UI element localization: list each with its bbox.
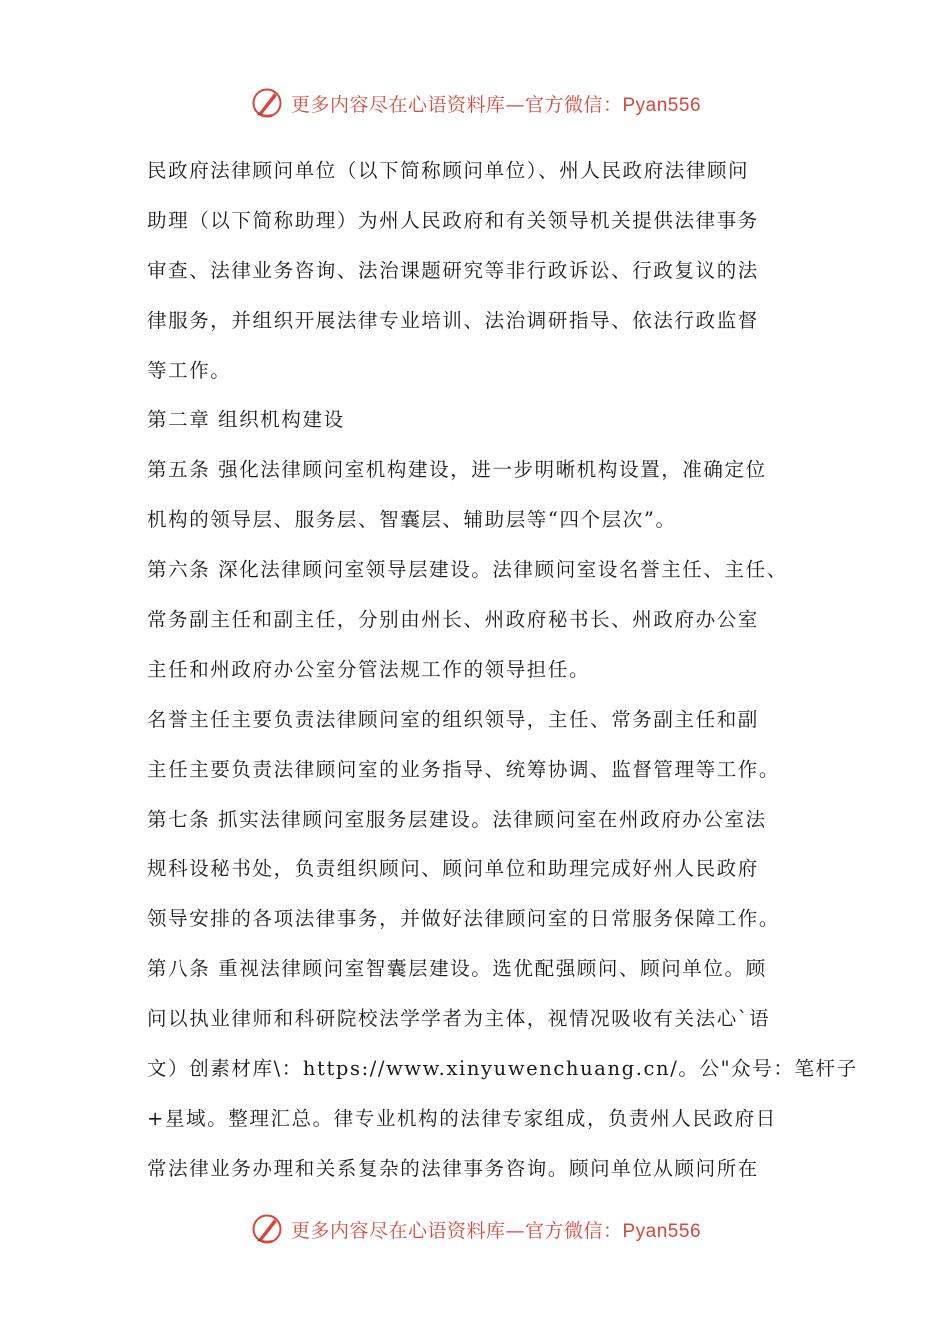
article-line: 第五条 强化法律顾问室机构建设，进一步明晰机构设置，准确定位 <box>147 458 767 482</box>
document-body <box>147 146 858 1194</box>
banner-wechat-id: Pyan556 <box>622 1220 702 1242</box>
chapter-heading: 第二章 组织机构建设 <box>147 408 345 432</box>
body-line: 名誉主任主要负责法律顾问室的组织领导，主任、常务副主任和副 <box>147 707 759 731</box>
body-line: 常法律业务办理和关系复杂的法律事务咨询。顾问单位从顾问所在 <box>147 1156 759 1180</box>
banner-text <box>291 90 701 117</box>
body-line: 助理（以下简称助理）为州人民政府和有关领导机关提供法律事务 <box>147 208 759 232</box>
body-line: 领导安排的各项法律事务，并做好法律顾问室的日常服务保障工作。 <box>147 907 781 931</box>
body-line: 规科设秘书处，负责组织顾问、顾问单位和助理完成好州人民政府 <box>147 857 759 881</box>
body-line: 审查、法律业务咨询、法治课题研究等非行政诉讼、行政复议的法 <box>147 258 759 282</box>
body-line: +星域。整理汇总。律专业机构的法律专家组成，负责州人民政府日 <box>147 1106 777 1130</box>
footer-banner <box>0 1209 950 1249</box>
article-line: 第八条 重视法律顾问室智囊层建设。选优配强顾问、顾问单位。顾 <box>147 957 767 981</box>
body-line: 主任主要负责法律顾问室的业务指导、统筹协调、监督管理等工作。 <box>147 757 781 781</box>
pen-logo-icon <box>249 1211 285 1247</box>
body-line: 主任和州政府办公室分管法规工作的领导担任。 <box>147 657 591 681</box>
banner-wechat-label: 官方微信： <box>524 93 623 116</box>
body-line: 文）创素材库\：https://www.xinyuwenchuang.cn/。公"众号：笔杆子 <box>147 1057 858 1081</box>
banner-wechat-label: 官方微信： <box>524 1219 623 1242</box>
banner-brand: 更多内容尽在心语资料库 <box>290 1219 506 1242</box>
body-line: 等工作。 <box>147 358 232 382</box>
banner-text <box>291 1216 701 1243</box>
body-line: 机构的领导层、服务层、智囊层、辅助层等“四个层次”。 <box>147 508 677 532</box>
article-line: 第六条 深化法律顾问室领导层建设。法律顾问室设名誉主任、主任、 <box>147 558 788 582</box>
body-line: 律服务，并组织开展法律专业培训、法治调研指导、依法行政监督 <box>147 308 759 332</box>
body-line: 常务副主任和副主任，分别由州长、州政府秘书长、州政府办公室 <box>147 608 759 632</box>
body-line: 民政府法律顾问单位（以下简称顾问单位）、州人民政府法律顾问 <box>147 159 750 182</box>
header-banner <box>0 83 950 123</box>
article-line: 第七条 抓实法律顾问室服务层建设。法律顾问室在州政府办公室法 <box>147 807 767 831</box>
banner-brand: 更多内容尽在心语资料库 <box>290 93 506 116</box>
banner-dash: — <box>505 93 525 116</box>
body-line: 问以执业律师和科研院校法学学者为主体，视情况吸收有关法心`语 <box>147 1007 771 1031</box>
pen-logo-icon <box>249 85 285 121</box>
banner-dash: — <box>505 1219 525 1242</box>
banner-wechat-id: Pyan556 <box>622 94 702 116</box>
